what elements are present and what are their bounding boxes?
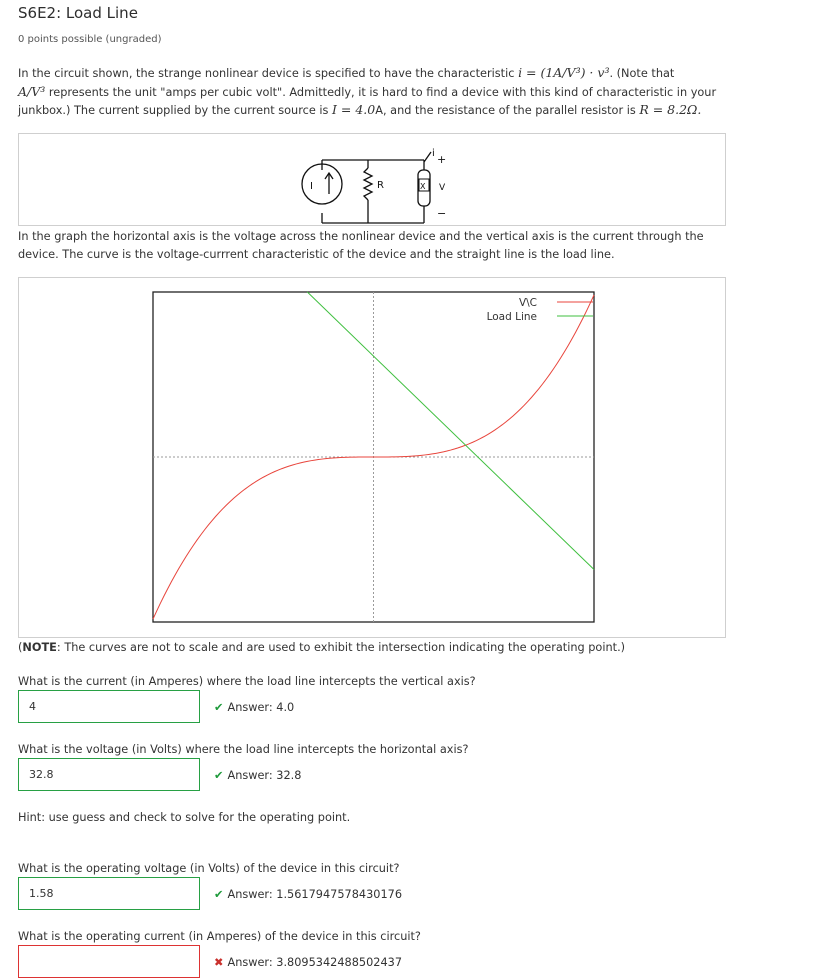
- question-3-input[interactable]: 1.58: [18, 877, 200, 910]
- answer-text: Answer: 4.0: [227, 701, 295, 714]
- chart-note: (NOTE: The curves are not to scale and are used to exhibit the intersection indicating the operating point.): [18, 641, 626, 654]
- question-2-input[interactable]: 32.8: [18, 758, 200, 791]
- points-label: 0 points possible (ungraded): [18, 34, 162, 45]
- graph-description-line: device. The curve is the voltage-currrent characteristic of the device and the straight line is the load line.: [18, 247, 615, 261]
- graph-description: [18, 228, 722, 263]
- note-label: NOTE: [22, 641, 57, 654]
- characteristic-equation: i = (1A/V³) · v³: [518, 65, 610, 80]
- current-label: i: [432, 148, 435, 159]
- question-4-input[interactable]: [18, 945, 200, 978]
- resistor-label: R: [377, 180, 384, 191]
- current-source-value: I = 4.0: [331, 102, 376, 117]
- chart-box: [18, 277, 726, 638]
- question-1-prompt: What is the current (in Amperes) where the load line intercepts the vertical axis?: [18, 675, 476, 688]
- plus-sign: +: [437, 153, 447, 166]
- check-icon: ✔: [214, 701, 224, 714]
- statement-text: In the circuit shown, the strange nonlinear device is specified to have the characteristic: [18, 67, 519, 80]
- legend-label-vc: V\C: [518, 297, 537, 309]
- circuit-diagram: [19, 134, 725, 226]
- answer-text: Answer: 1.5617947578430176: [227, 888, 403, 901]
- statement-text: A, and the resistance of the parallel resistor is: [375, 104, 640, 117]
- statement-line-2: [18, 83, 722, 102]
- legend-label-load-line: Load Line: [486, 311, 537, 323]
- answer-text: Answer: 32.8: [227, 769, 302, 782]
- question-1-feedback: [214, 701, 294, 714]
- question-2-feedback: [214, 769, 301, 782]
- note-text: The curves are not to scale and are used to exhibit the intersection indicating the operating point.: [64, 641, 621, 654]
- statement-line-1: [18, 64, 722, 83]
- problem-title: S6E2: Load Line: [18, 4, 138, 22]
- circuit-box: [18, 133, 726, 226]
- question-3-feedback: [214, 888, 402, 901]
- question-4-feedback: [214, 956, 402, 969]
- check-icon: ✔: [214, 888, 224, 901]
- cross-icon: ✖: [214, 956, 224, 969]
- vi-chart: [19, 278, 725, 638]
- resistor-value: R = 8.2Ω.: [639, 102, 702, 117]
- device-label: X: [420, 182, 426, 191]
- problem-statement: [18, 64, 722, 120]
- statement-text: junkbox.) The current supplied by the current source is: [18, 104, 332, 117]
- statement-line-3: [18, 101, 722, 120]
- hint-text: Hint: use guess and check to solve for the operating point.: [18, 811, 351, 824]
- graph-description-line: In the graph the horizontal axis is the voltage across the nonlinear device and the vertical axis is the current through the: [18, 230, 704, 243]
- statement-text: . (Note that: [609, 67, 675, 80]
- question-2-prompt: What is the voltage (in Volts) where the load line intercepts the horizontal axis?: [18, 743, 469, 756]
- unit-expression: A/V³: [18, 83, 46, 99]
- source-label: I: [310, 181, 313, 192]
- question-1-input[interactable]: 4: [18, 690, 200, 723]
- voltage-label: V: [439, 183, 446, 193]
- minus-sign: −: [437, 207, 447, 220]
- statement-text: represents the unit "amps per cubic volt". Admittedly, it is hard to find a device with this kind of characteristic in your: [45, 85, 717, 99]
- answer-text: Answer: 3.8095342488502437: [227, 956, 403, 969]
- question-3-prompt: What is the operating voltage (in Volts) of the device in this circuit?: [18, 862, 400, 875]
- question-4-prompt: What is the operating current (in Amperes) of the device in this circuit?: [18, 930, 421, 943]
- check-icon: ✔: [214, 769, 224, 782]
